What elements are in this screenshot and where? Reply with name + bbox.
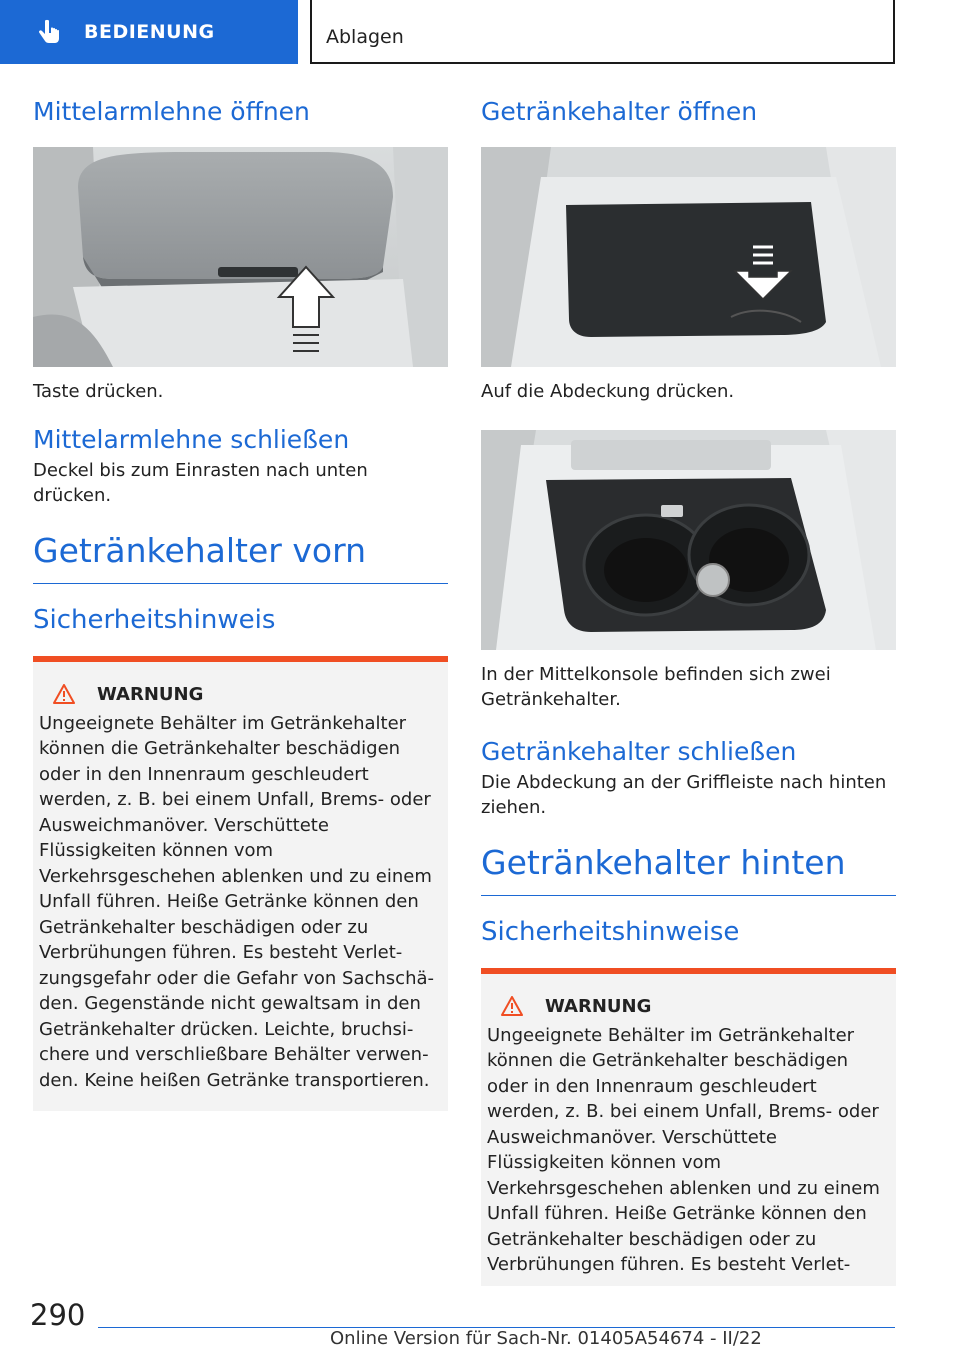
- warning-header: [39, 684, 442, 705]
- warning-box: [481, 968, 896, 1286]
- heading-open-cupholder: Getränkehalter öffnen: [481, 97, 758, 126]
- warning-title: WARNUNG: [97, 683, 204, 705]
- chapter-title: Ablagen: [326, 26, 404, 48]
- close-armrest-text: Deckel bis zum Einrasten nach unten drücken.: [33, 460, 368, 506]
- warning-title: WARNUNG: [545, 995, 652, 1017]
- heading-rear-cupholder: Getränkehalter hinten: [481, 843, 846, 882]
- heading-safety-notes: Sicherheitshinweise: [481, 916, 740, 947]
- section-tab-label: BEDIENUNG: [84, 21, 215, 43]
- cupholders-open-photo: [481, 430, 896, 650]
- heading-close-armrest: Mittelarmlehne schließen: [33, 424, 350, 454]
- section-tab[interactable]: [0, 0, 298, 64]
- warning-triangle-icon: [501, 996, 523, 1016]
- close-cupholder-text: Die Abdeckung an der Griffleiste nach hinten ziehen.: [481, 772, 887, 818]
- left-column: [33, 96, 448, 1111]
- warning-header: [487, 996, 890, 1017]
- caption-press-button: Taste drücken.: [33, 380, 164, 402]
- heading-safety-note: Sicherheitshinweis: [33, 604, 276, 635]
- heading-front-cupholder: Getränkehalter vorn: [33, 531, 366, 570]
- heading-rule: [481, 895, 896, 896]
- chapter-header: [310, 0, 895, 64]
- caption-two-cupholders: In der Mittelkonsole befinden sich zwei Getränkehalter.: [481, 663, 831, 710]
- cupholder-cover-photo: [481, 147, 896, 367]
- page-number: 290: [30, 1298, 86, 1332]
- hand-pointer-icon: [34, 17, 64, 47]
- right-column: [481, 96, 896, 1286]
- warning-text: Ungeeignete Behälter im Getränkehalter können die Getränkehalter beschädigen oder in den Innenraum geschleudert werden, z. B. bei einem Unfall, Brems- oder Ausweichmanöver. Verschüttete Flüssigkeiten können vom Verkehrsgeschehen ablenken und zu einem Unfall führen. Heiße Getränke können den Getränkehalter beschädigen oder zu Verbrühungen führen. Es besteht Verletzungsgefahr oder die Gefahr von Sachschäden. Gegenstände nicht gewaltsam in den Getränkehalter drücken. Leichte, bruchsichere und verschließbare Behälter verwenden. Keine heißen Getränke transportieren.: [39, 712, 435, 1091]
- armrest-photo: [33, 147, 448, 367]
- online-version-note: Online Version für Sach-Nr. 01405A54674 - II/22: [330, 1328, 762, 1349]
- warning-triangle-icon: [53, 684, 75, 704]
- heading-rule: [33, 583, 448, 584]
- heading-open-armrest: Mittelarmlehne öffnen: [33, 97, 310, 126]
- heading-close-cupholder: Getränkehalter schließen: [481, 736, 797, 766]
- caption-press-cover: Auf die Abdeckung drücken.: [481, 380, 735, 402]
- warning-box: [33, 656, 448, 1112]
- warning-text: Ungeeignete Behälter im Getränkehalter können die Getränkehalter beschädigen oder in den Innenraum geschleudert werden, z. B. bei einem Unfall, Brems- oder Ausweichmanöver. Verschüttete Flüssigkeiten können vom Verkehrsgeschehen ablenken und zu einem Unfall führen. Heiße Getränke können den Getränkehalter beschädigen oder zu Verbrühungen führen. Es besteht Verlet-: [487, 1024, 880, 1276]
